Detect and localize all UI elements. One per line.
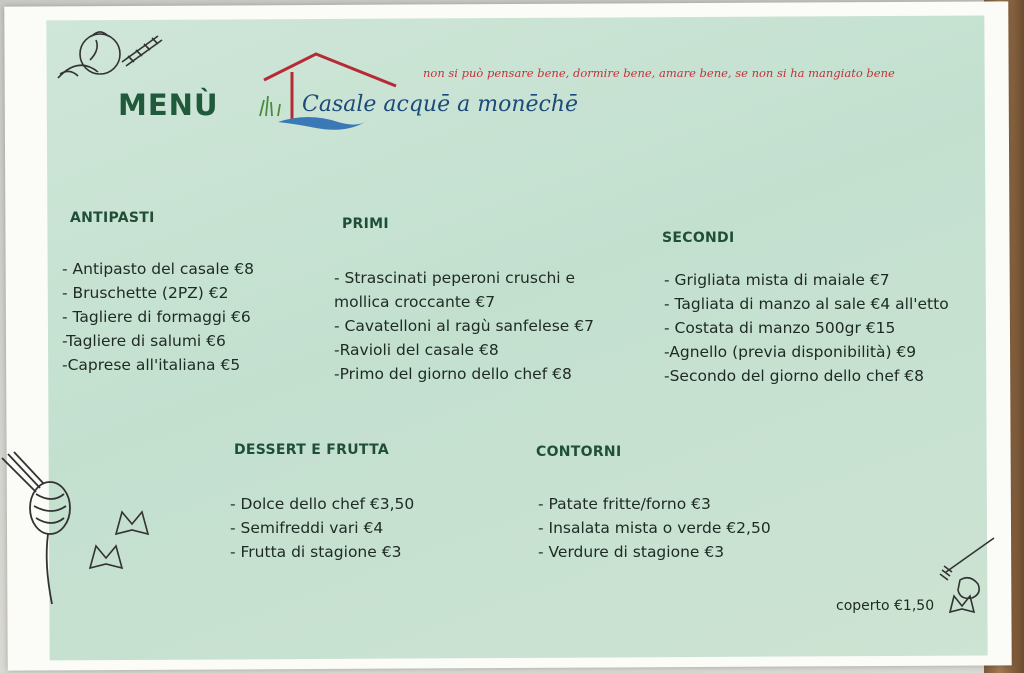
list-item: - Antipasto del casale €8 bbox=[62, 260, 254, 278]
secondi-list bbox=[664, 268, 949, 388]
list-item: -Ravioli del casale €8 bbox=[334, 341, 499, 359]
tagline: non si può pensare bene, dormire bene, amare bene, se non si ha mangiato bene bbox=[423, 66, 895, 80]
list-item: - Grigliata mista di maiale €7 bbox=[664, 271, 890, 289]
antipasti-list bbox=[62, 257, 254, 377]
section-title-antipasti: ANTIPASTI bbox=[70, 210, 155, 226]
list-item: - Bruschette (2PZ) €2 bbox=[62, 284, 229, 302]
small-fork-icon bbox=[930, 534, 1006, 624]
list-item: -Primo del giorno dello chef €8 bbox=[334, 365, 572, 383]
list-item: - Costata di manzo 500gr €15 bbox=[664, 319, 896, 337]
list-item: - Patate fritte/forno €3 bbox=[538, 495, 711, 513]
page-title: MENÙ bbox=[118, 88, 219, 122]
coperto-text: coperto €1,50 bbox=[836, 598, 935, 614]
list-item: - Dolce dello chef €3,50 bbox=[230, 495, 415, 513]
list-item: - Cavatelloni al ragù sanfelese €7 bbox=[334, 317, 594, 335]
primi-list bbox=[334, 266, 594, 386]
list-item: - Tagliata di manzo al sale €4 all'etto bbox=[664, 295, 949, 313]
list-item: - Tagliere di formaggi €6 bbox=[62, 308, 251, 326]
list-item: - Strascinati peperoni cruschi e bbox=[334, 269, 576, 287]
section-title-dessert: DESSERT E FRUTTA bbox=[234, 442, 389, 458]
list-item: - Insalata mista o verde €2,50 bbox=[538, 519, 771, 537]
section-title-secondi: SECONDI bbox=[662, 230, 735, 246]
list-item: - Frutta di stagione €3 bbox=[230, 543, 402, 561]
fork-spaghetti-icon bbox=[0, 450, 90, 610]
list-item: -Secondo del giorno dello chef €8 bbox=[664, 367, 925, 385]
contorni-list bbox=[538, 492, 771, 564]
dessert-list bbox=[230, 492, 414, 564]
logo-text: Casale acquē a monēchē bbox=[302, 92, 579, 117]
tomato-pasta-icon bbox=[52, 22, 172, 88]
section-title-contorni: CONTORNI bbox=[536, 444, 622, 460]
farfalle-icon bbox=[92, 506, 172, 586]
list-item: mollica croccante €7 bbox=[334, 293, 496, 311]
list-item: - Verdure di stagione €3 bbox=[538, 543, 725, 561]
list-item: -Tagliere di salumi €6 bbox=[62, 332, 226, 350]
list-item: - Semifreddi vari €4 bbox=[230, 519, 384, 537]
section-title-primi: PRIMI bbox=[342, 216, 389, 232]
list-item: -Caprese all'italiana €5 bbox=[62, 356, 241, 374]
list-item: -Agnello (previa disponibilità) €9 bbox=[664, 343, 917, 361]
